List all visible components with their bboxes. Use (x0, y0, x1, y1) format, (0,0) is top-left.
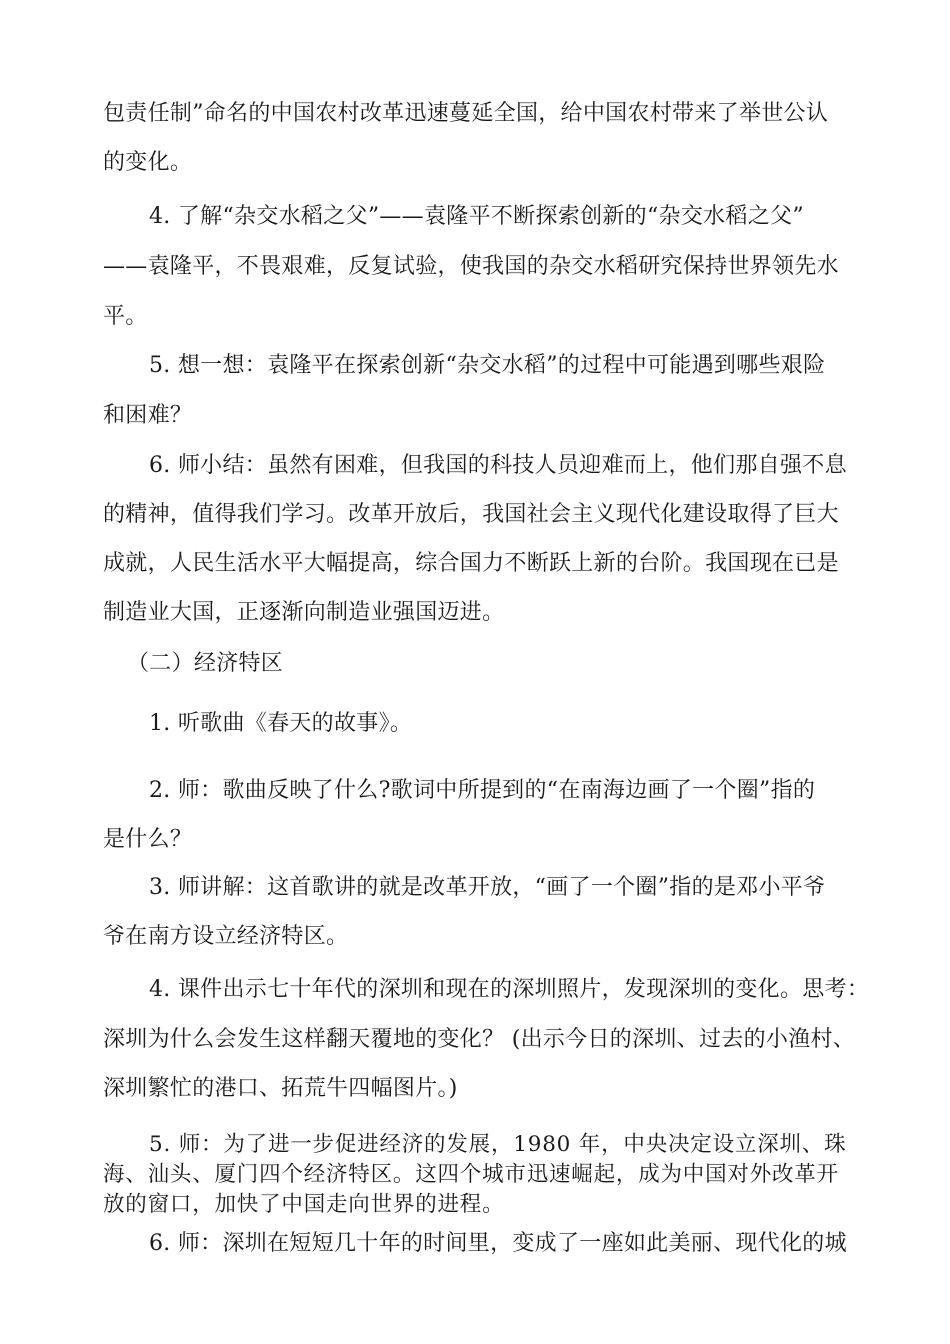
text-line: 爷在南方设立经济特区。 (103, 924, 349, 949)
text-line: 3. 师讲解：这首歌讲的就是改革开放，“画了一个圈”指的是邓小平爷 (149, 875, 826, 900)
text-line: 1. 听歌曲《春天的故事》。 (149, 711, 413, 736)
text-line: ——袁隆平，不畏艰难，反复试验，使我国的杂交水稻研究保持世界领先水 (103, 254, 839, 279)
text-line: 和困难？ (103, 403, 193, 428)
text-line: 2. 师：歌曲反映了什么?歌词中所提到的“在南海边画了一个圈”指的 (149, 778, 816, 803)
text-line: 制造业大国，正逐渐向制造业强国迈进。 (103, 600, 505, 625)
text-line: 4. 课件出示七十年代的深圳和现在的深圳照片，发现深圳的变化。思考： (149, 977, 870, 1002)
text-line: 深圳繁忙的港口、拓荒牛四幅图片。) (103, 1076, 458, 1101)
text-line: 6. 师小结：虽然有困难，但我国的科技人员迎难而上，他们那自强不息 (149, 453, 847, 478)
text-line: 的变化。 (103, 150, 193, 175)
text-line: 海、汕头、厦门四个经济特区。这四个城市迅速崛起，成为中国对外改革开 (103, 1162, 839, 1187)
text-line: 5. 想一想：袁隆平在探索创新“杂交水稻”的过程中可能遇到哪些艰险 (149, 353, 826, 378)
text-line: 成就，人民生活水平大幅提高，综合国力不断跃上新的台阶。我国现在已是 (103, 551, 839, 576)
text-line: 5. 师：为了进一步促进经济的发展，1980 年，中央决定设立深圳、珠 (149, 1132, 847, 1157)
text-line: 深圳为什么会发生这样翻天覆地的变化？ (出示今日的深圳、过去的小渔村、 (103, 1027, 856, 1052)
text-line: 4. 了解“杂交水稻之父”——袁隆平不断探索创新的“杂交水稻之父” (149, 204, 804, 229)
text-line: 的精神，值得我们学习。改革开放后，我国社会主义现代化建设取得了巨大 (103, 502, 839, 527)
section-heading: （二）经济特区 (127, 651, 284, 676)
text-line: 6. 师：深圳在短短几十年的时间里，变成了一座如此美丽、现代化的城 (149, 1231, 847, 1256)
text-line: 平。 (103, 304, 148, 329)
text-line: 包责任制”命名的中国农村改革迅速蔓延全国，给中国农村带来了举世公认 (103, 101, 829, 126)
text-line: 是什么？ (103, 827, 193, 852)
text-line: 放的窗口，加快了中国走向世界的进程。 (103, 1192, 505, 1217)
